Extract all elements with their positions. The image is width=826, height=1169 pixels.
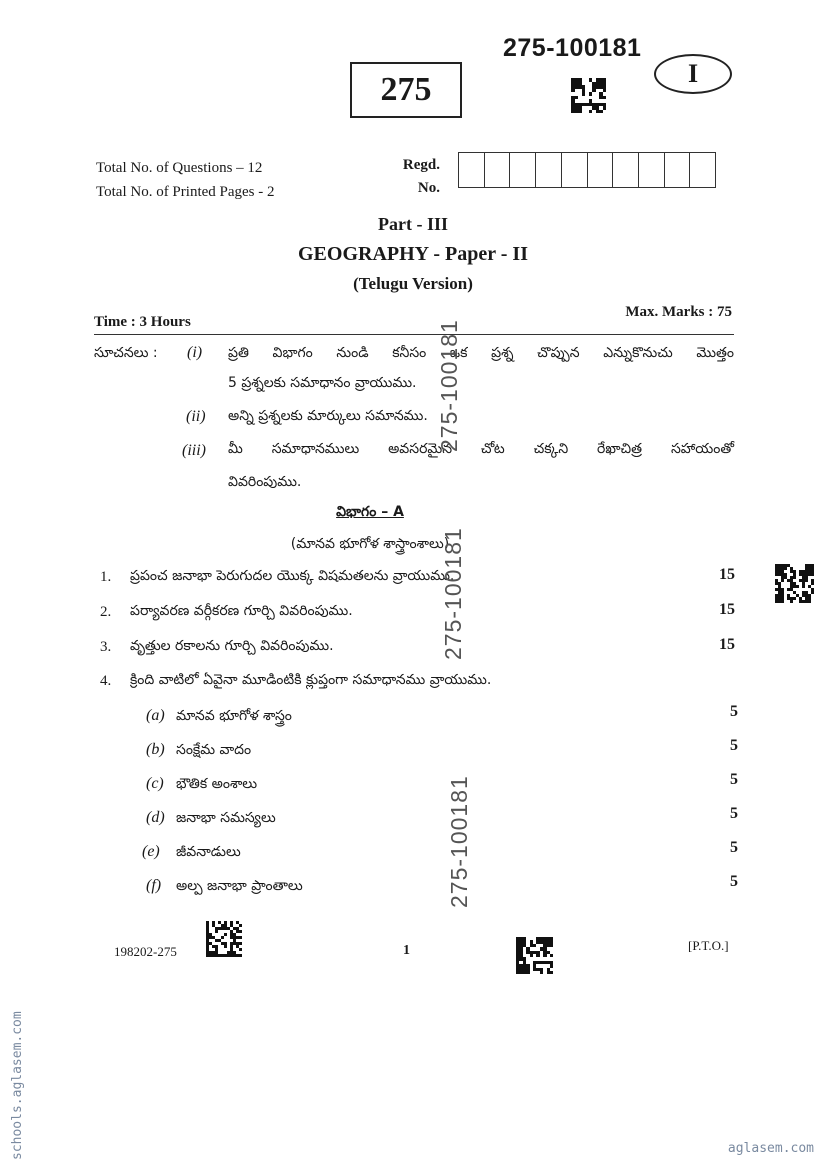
page-number: 1 xyxy=(403,943,410,958)
instruction-text: మీ సమాధానములు అవసరమైన చోట చక్కని రేఖాచిత్ర సహాయంతో xyxy=(228,441,734,457)
watermark-code: 275-100181 xyxy=(440,527,466,660)
instruction-num: (iii) xyxy=(182,442,206,459)
subpart-text: భౌతిక అంశాలు xyxy=(176,776,258,792)
instruction-text: అన్ని ప్రశ్నలకు మార్కులు సమానము. xyxy=(228,408,428,424)
subpart-marks: 5 xyxy=(730,737,738,754)
bottom-url-watermark: aglasem.com xyxy=(727,1141,814,1156)
side-url-watermark: schools.aglasem.com xyxy=(10,1011,25,1160)
subpart-text: సంక్షేమ వాదం xyxy=(176,742,252,758)
question-number: 3. xyxy=(100,639,112,655)
question-number: 4. xyxy=(100,673,112,689)
watermark-code: 275-100181 xyxy=(446,775,472,908)
subpart-marks: 5 xyxy=(730,703,738,720)
subpart-marks: 5 xyxy=(730,839,738,856)
subject-title: GEOGRAPHY - Paper - II xyxy=(298,243,528,265)
regd-number-boxes xyxy=(458,152,716,188)
question-marks: 15 xyxy=(719,566,735,583)
regd-line2: No. xyxy=(417,180,440,196)
subpart-text: మానవ భూగోళ శాస్త్రం xyxy=(176,708,292,724)
header-rule xyxy=(94,334,734,335)
instruction-num: (i) xyxy=(187,344,203,361)
question-number: 1. xyxy=(100,569,112,585)
instruction-text: ప్రతి విభాగం నుండి కనీసం ఒక ప్రశ్న చొప్పున ఎన్నుకొనుచు మొత్తం xyxy=(228,345,734,361)
subpart-text: అల్ప జనాభా ప్రాంతాలు xyxy=(176,878,303,894)
part-title: Part - III xyxy=(378,214,448,234)
section-title: విభాగం – A xyxy=(336,504,404,520)
paper-code: 275 xyxy=(380,71,432,108)
question-marks: 15 xyxy=(719,601,735,618)
datamatrix-code xyxy=(206,921,242,957)
set-label-oval xyxy=(654,54,732,94)
total-pages: Total No. of Printed Pages - 2 xyxy=(96,184,275,200)
qr-code-side xyxy=(775,564,814,603)
subpart-number: (d) xyxy=(146,809,165,826)
regd-label xyxy=(392,154,440,200)
subpart-marks: 5 xyxy=(730,873,738,890)
max-marks-label: Max. Marks : 75 xyxy=(625,304,732,320)
question-text: క్రింది వాటిలో ఏవైనా మూడింటికి క్లుప్తంగా సమాధానము వ్రాయుము. xyxy=(130,672,492,688)
subpart-marks: 5 xyxy=(730,805,738,822)
subpart-marks: 5 xyxy=(730,771,738,788)
subpart-number: (c) xyxy=(146,775,164,792)
qr-code-footer xyxy=(516,937,553,974)
section-subtitle: (మానవ భూగోళ శాస్త్రాంశాలు) xyxy=(290,536,450,552)
instruction-text: 5 ప్రశ్నలకు సమాధానం వ్రాయుము. xyxy=(228,375,417,391)
subpart-number: (e) xyxy=(142,843,160,860)
pto-label: [P.T.O.] xyxy=(688,938,729,953)
instruction-text: వివరింపుము. xyxy=(228,474,302,490)
subpart-number: (f) xyxy=(146,877,162,894)
regd-line1: Regd. xyxy=(402,157,440,173)
version-title: (Telugu Version) xyxy=(353,274,473,293)
set-label: I xyxy=(687,59,699,88)
total-questions: Total No. of Questions – 12 xyxy=(96,160,263,176)
question-number: 2. xyxy=(100,604,112,620)
question-text: పర్యావరణ వర్గీకరణ గూర్చి వివరింపుము. xyxy=(130,603,353,619)
subpart-number: (b) xyxy=(146,741,165,758)
subpart-text: జీవనాడులు xyxy=(176,844,241,860)
question-marks: 15 xyxy=(719,636,735,653)
instructions-label: సూచనలు : xyxy=(94,345,158,361)
barcode-number: 275-100181 xyxy=(503,34,642,62)
subpart-text: జనాభా సమస్యలు xyxy=(176,810,276,826)
instruction-num: (ii) xyxy=(186,408,206,425)
question-text: ప్రపంచ జనాభా పెరుగుదల యొక్క విషమతలను వ్రాయుము. xyxy=(130,568,455,584)
watermark-code: 275-100181 xyxy=(436,319,462,452)
subpart-number: (a) xyxy=(146,707,165,724)
qr-code-top xyxy=(571,78,606,113)
paper-code-box xyxy=(350,62,462,118)
question-text: వృత్తుల రకాలను గూర్చి వివరింపుము. xyxy=(130,638,334,654)
time-label: Time : 3 Hours xyxy=(94,314,191,330)
footer-code: 198202-275 xyxy=(114,944,177,959)
